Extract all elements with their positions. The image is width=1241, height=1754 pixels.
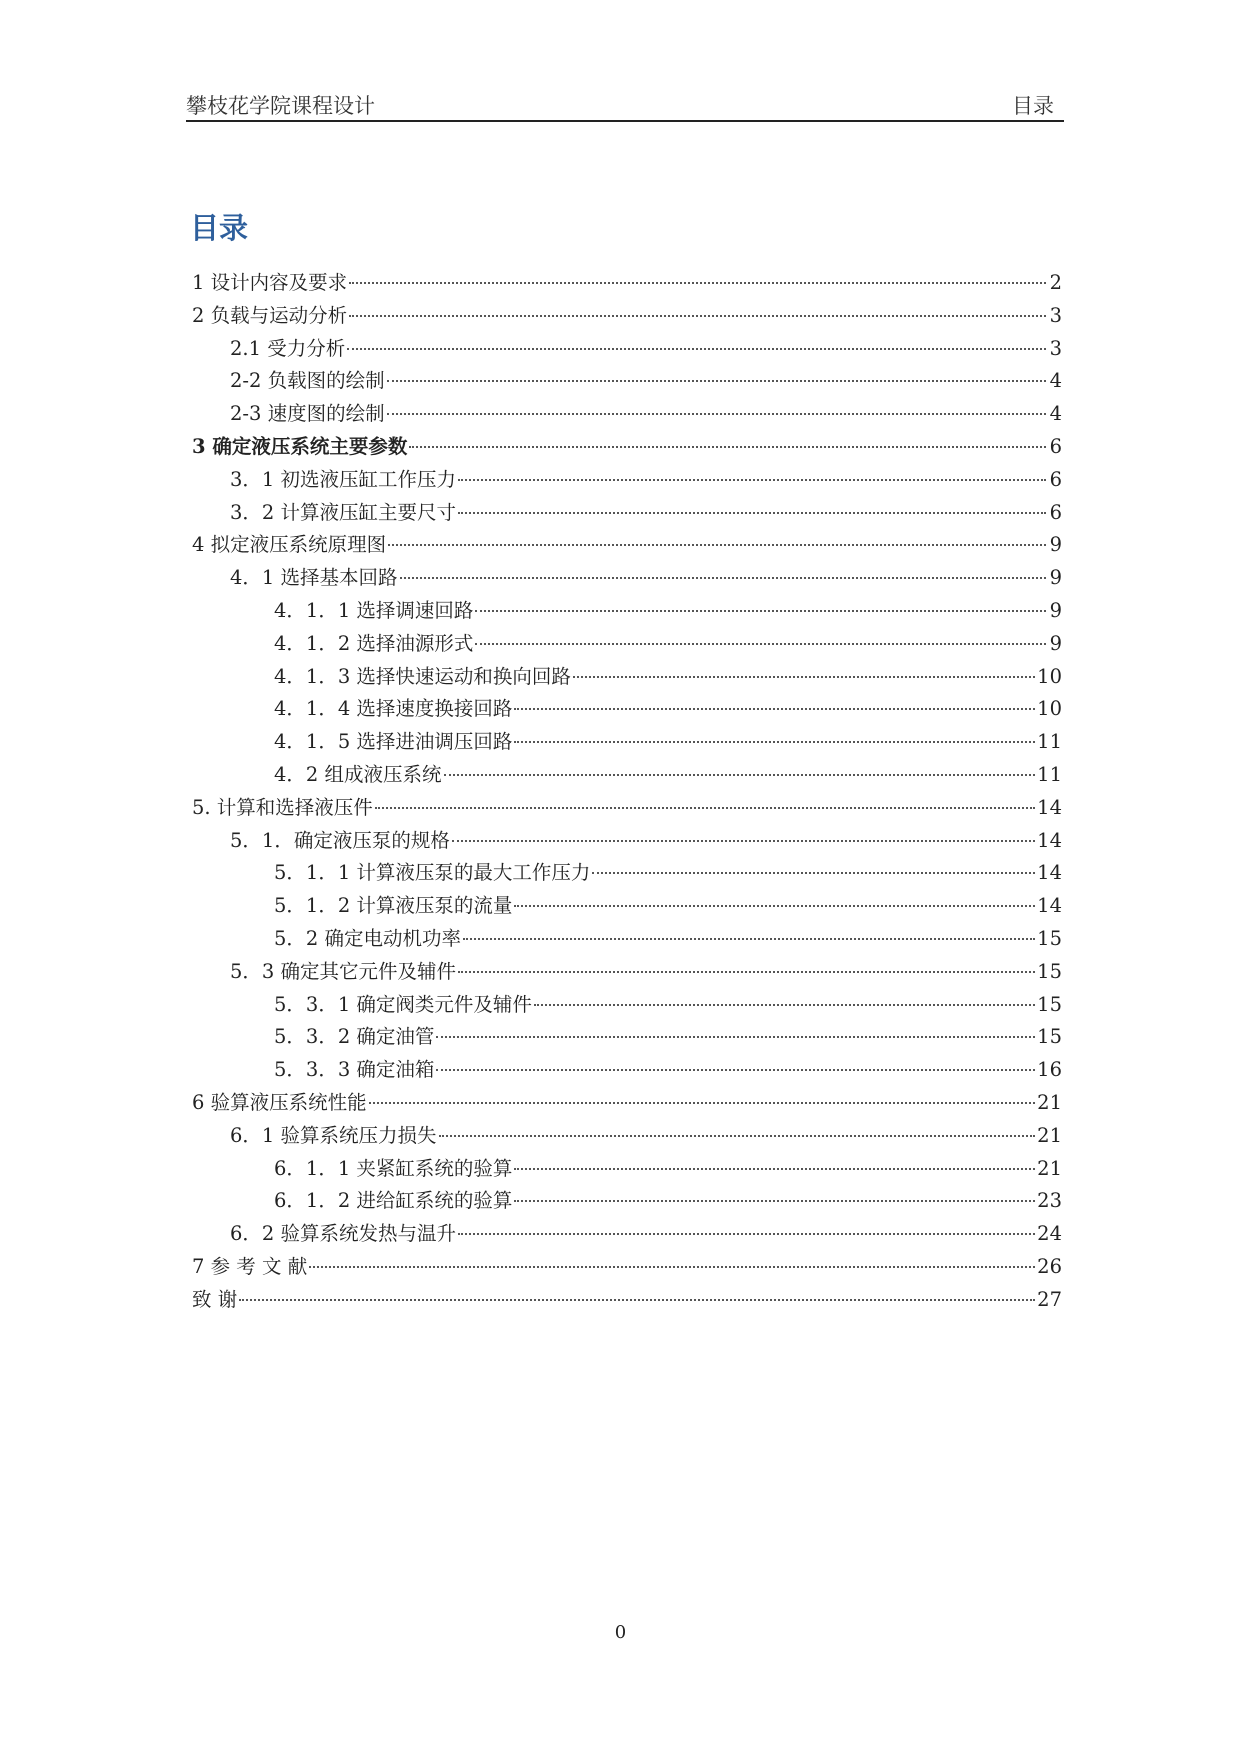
toc-entry-title: 4．1．5 选择进油调压回路	[274, 730, 513, 754]
toc-entry[interactable]	[186, 726, 1062, 759]
toc-entry-title: 2-2 负载图的绘制	[230, 369, 385, 393]
toc-entry-title: 3 确定液压系统主要参数	[192, 434, 408, 458]
toc-entry-page: 14	[1037, 828, 1062, 852]
toc-entry-title: 5．3．2 确定油管	[274, 1025, 435, 1049]
toc-dot-leader	[375, 807, 1035, 809]
toc-dot-leader	[458, 971, 1035, 973]
toc-entry-page: 4	[1049, 369, 1062, 393]
toc-entry[interactable]	[186, 1087, 1062, 1120]
toc-entry-title: 5．3．1 确定阀类元件及辅件	[274, 992, 532, 1016]
header-institution: 攀枝花学院课程设计	[186, 94, 375, 118]
toc-dot-leader	[452, 840, 1035, 842]
page-header	[186, 86, 1064, 122]
toc-entry-title: 6．1 验算系统压力损失	[230, 1123, 437, 1147]
toc-entry-title: 5. 计算和选择液压件	[192, 795, 373, 819]
toc-dot-leader	[439, 1135, 1036, 1137]
toc-entry-title: 5．1．确定液压泵的规格	[230, 828, 450, 852]
toc-entry[interactable]	[186, 300, 1062, 333]
toc-dot-leader	[349, 282, 1046, 284]
toc-entry[interactable]	[186, 1054, 1062, 1087]
toc-entry-title: 2.1 受力分析	[230, 336, 346, 360]
toc-entry-page: 15	[1037, 926, 1062, 950]
toc-dot-leader	[239, 1299, 1035, 1301]
toc-entry-page: 26	[1037, 1254, 1062, 1278]
toc-dot-leader	[475, 643, 1046, 645]
toc-entry[interactable]	[186, 890, 1062, 923]
toc-dot-leader	[514, 1200, 1035, 1202]
toc-dot-leader	[514, 905, 1035, 907]
toc-dot-leader	[349, 315, 1046, 317]
toc-entry-page: 15	[1037, 992, 1062, 1016]
toc-entry-title: 2 负载与运动分析	[192, 303, 348, 327]
toc-entry[interactable]	[186, 759, 1062, 792]
toc-dot-leader	[592, 872, 1035, 874]
table-of-contents	[186, 267, 1062, 1317]
toc-entry-page: 23	[1037, 1189, 1062, 1213]
toc-entry-title: 5．1．2 计算液压泵的流量	[274, 894, 513, 918]
toc-dot-leader	[475, 610, 1046, 612]
toc-entry-title: 5．1．1 计算液压泵的最大工作压力	[274, 861, 591, 885]
toc-entry-page: 15	[1037, 959, 1062, 983]
toc-entry-page: 10	[1037, 664, 1062, 688]
toc-dot-leader	[514, 1168, 1035, 1170]
toc-entry-title: 4．1．2 选择油源形式	[274, 631, 474, 655]
toc-entry-page: 27	[1037, 1287, 1062, 1311]
toc-dot-leader	[400, 577, 1046, 579]
toc-dot-leader	[458, 512, 1046, 514]
toc-entry[interactable]	[186, 693, 1062, 726]
toc-dot-leader	[458, 479, 1046, 481]
toc-entry[interactable]	[186, 825, 1062, 858]
toc-dot-leader	[458, 1233, 1035, 1235]
toc-entry-title: 2-3 速度图的绘制	[230, 402, 385, 426]
toc-entry-page: 3	[1049, 336, 1062, 360]
toc-entry[interactable]	[186, 529, 1062, 562]
toc-entry-page: 14	[1037, 861, 1062, 885]
toc-entry-title: 4．1．3 选择快速运动和换向回路	[274, 664, 571, 688]
toc-entry-title: 3．2 计算液压缸主要尺寸	[230, 500, 457, 524]
toc-entry-page: 6	[1049, 467, 1062, 491]
toc-entry-page: 9	[1049, 533, 1062, 557]
toc-entry-page: 24	[1037, 1222, 1062, 1246]
toc-entry-title: 6．1．1 夹紧缸系统的验算	[274, 1156, 513, 1180]
toc-entry-page: 9	[1049, 598, 1062, 622]
toc-entry-page: 16	[1037, 1058, 1062, 1082]
toc-dot-leader	[387, 380, 1046, 382]
toc-entry-page: 21	[1037, 1090, 1062, 1114]
toc-entry-title: 7 参 考 文 献	[192, 1254, 308, 1278]
toc-dot-leader	[387, 413, 1046, 415]
toc-entry-page: 6	[1049, 500, 1062, 524]
toc-entry[interactable]	[186, 989, 1062, 1022]
toc-entry[interactable]	[186, 1021, 1062, 1054]
toc-entry[interactable]	[186, 857, 1062, 890]
toc-entry-title: 4．1．1 选择调速回路	[274, 598, 474, 622]
toc-entry-title: 5．2 确定电动机功率	[274, 926, 462, 950]
toc-entry-title: 4．2 组成液压系统	[274, 762, 442, 786]
toc-entry-title: 致 谢	[192, 1287, 238, 1311]
toc-entry[interactable]	[186, 923, 1062, 956]
toc-entry[interactable]	[186, 1185, 1062, 1218]
toc-entry[interactable]	[186, 431, 1062, 464]
toc-entry[interactable]	[186, 497, 1062, 530]
toc-dot-leader	[444, 774, 1036, 776]
toc-entry[interactable]	[186, 464, 1062, 497]
toc-dot-leader	[309, 1266, 1035, 1268]
toc-entry[interactable]	[186, 562, 1062, 595]
toc-entry[interactable]	[186, 267, 1062, 300]
toc-entry-title: 6 验算液压系统性能	[192, 1090, 367, 1114]
toc-entry-page: 3	[1049, 303, 1062, 327]
toc-entry[interactable]	[186, 628, 1062, 661]
toc-entry-page: 11	[1037, 762, 1062, 786]
toc-entry-title: 5．3 确定其它元件及辅件	[230, 959, 457, 983]
toc-dot-leader	[436, 1036, 1035, 1038]
header-section: 目录	[1012, 94, 1054, 118]
toc-entry-title: 6．1．2 进给缸系统的验算	[274, 1189, 513, 1213]
toc-entry-title: 4．1 选择基本回路	[230, 566, 398, 590]
toc-entry-page: 9	[1049, 566, 1062, 590]
toc-entry-title: 5．3．3 确定油箱	[274, 1058, 435, 1082]
toc-entry-page: 9	[1049, 631, 1062, 655]
toc-dot-leader	[436, 1069, 1035, 1071]
toc-entry[interactable]	[186, 398, 1062, 431]
toc-entry[interactable]	[186, 365, 1062, 398]
toc-dot-leader	[388, 544, 1046, 546]
toc-entry[interactable]	[186, 1120, 1062, 1153]
toc-entry-page: 4	[1049, 402, 1062, 426]
toc-entry[interactable]	[186, 1284, 1062, 1317]
toc-entry-page: 10	[1037, 697, 1062, 721]
toc-entry[interactable]	[186, 661, 1062, 694]
toc-entry-page: 6	[1049, 434, 1062, 458]
toc-dot-leader	[463, 938, 1035, 940]
toc-entry[interactable]	[186, 333, 1062, 366]
toc-entry-page: 14	[1037, 894, 1062, 918]
page-number: 0	[614, 1622, 627, 1643]
toc-entry-page: 21	[1037, 1123, 1062, 1147]
toc-entry-page: 21	[1037, 1156, 1062, 1180]
toc-entry-title: 3．1 初选液压缸工作压力	[230, 467, 457, 491]
toc-entry-page: 2	[1049, 271, 1062, 294]
toc-title: 目录	[190, 211, 249, 245]
toc-entry[interactable]	[186, 1218, 1062, 1251]
toc-dot-leader	[347, 348, 1046, 350]
toc-entry[interactable]	[186, 1153, 1062, 1186]
toc-dot-leader	[534, 1004, 1035, 1006]
toc-dot-leader	[514, 741, 1035, 743]
toc-entry-page: 15	[1037, 1025, 1062, 1049]
toc-entry-page: 14	[1037, 795, 1062, 819]
toc-entry-page: 11	[1037, 730, 1062, 754]
toc-entry-title: 1 设计内容及要求	[192, 271, 348, 294]
toc-dot-leader	[409, 446, 1046, 448]
toc-entry-title: 6．2 验算系统发热与温升	[230, 1222, 457, 1246]
toc-dot-leader	[573, 676, 1035, 678]
toc-entry[interactable]	[186, 792, 1062, 825]
toc-entry[interactable]	[186, 956, 1062, 989]
toc-entry[interactable]	[186, 595, 1062, 628]
toc-dot-leader	[369, 1102, 1036, 1104]
toc-entry-title: 4 拟定液压系统原理图	[192, 533, 387, 557]
toc-dot-leader	[514, 708, 1035, 710]
toc-entry-title: 4．1．4 选择速度换接回路	[274, 697, 513, 721]
toc-entry[interactable]	[186, 1251, 1062, 1284]
